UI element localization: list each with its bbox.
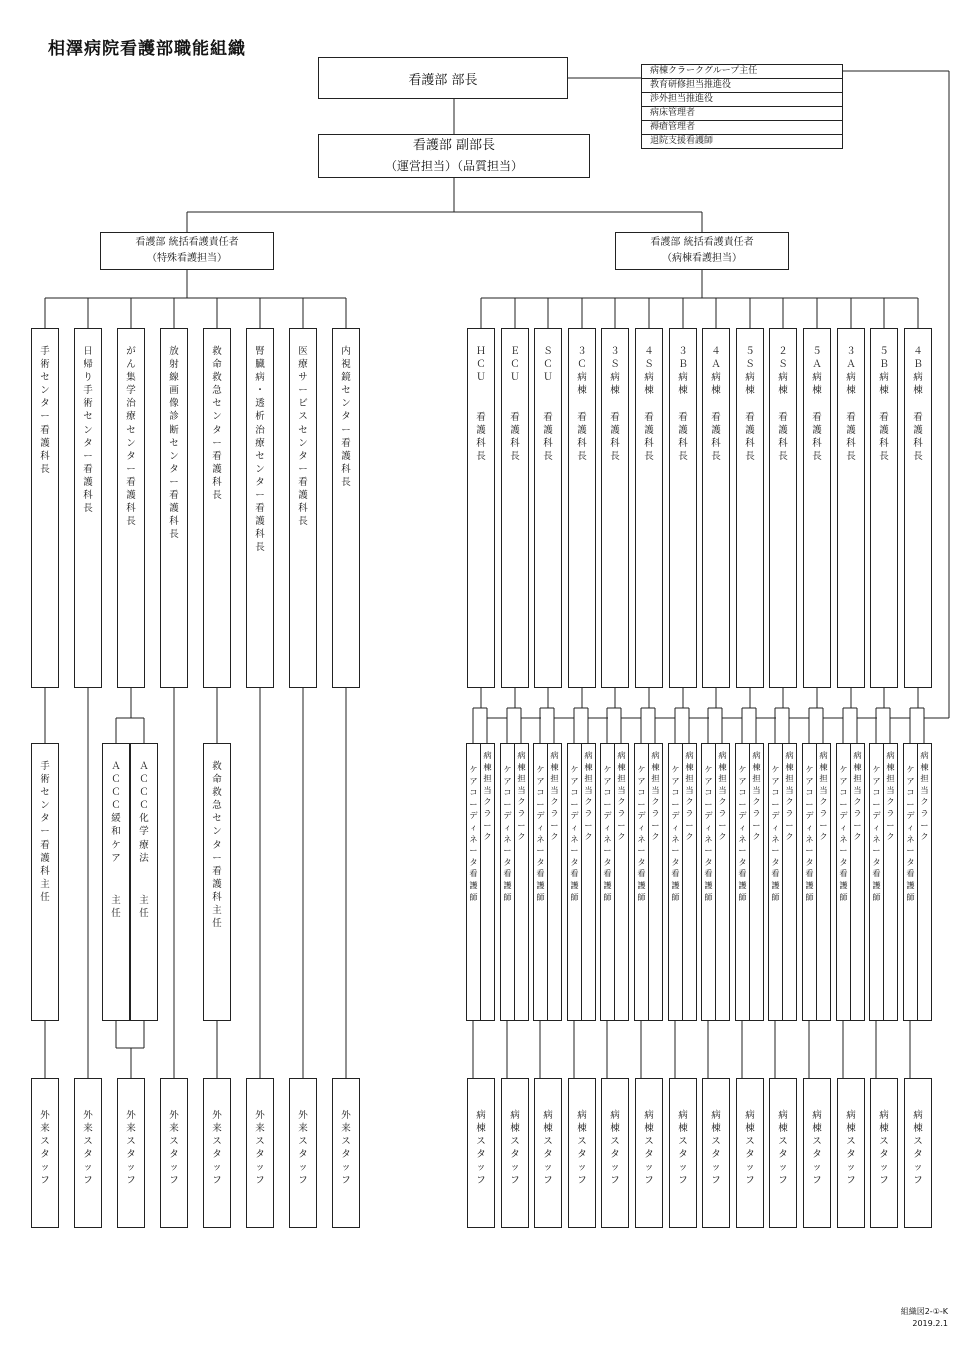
left-unit-sub [203,743,231,1021]
ward-head [803,328,831,688]
accc-box-text: Ａ Ｃ Ｃ Ｃ 化 学 療 法 [139,761,149,864]
ward-head-text: 看 護 科 長 [644,412,654,463]
ward-head-text: ４ Ｓ 病 棟 [644,346,654,397]
left-unit-head-text: 内 視 鏡 セ ン タ ー 看 護 科 長 [341,346,351,488]
left-unit-head [74,328,102,688]
staff-position-item: 病棟クラークグループ主任 [642,65,842,79]
ward-clerk-box-text: 病 棟 担 当 ク ラ ー ク [651,750,660,842]
ward-staff-box-text: 病 棟 ス タ ッ フ [711,1110,721,1187]
ward-head-text: ５ Ｓ 病 棟 [745,346,755,397]
ward-clerk-box [547,743,562,1021]
left-unit-head [203,328,231,688]
ward-staff-box-text: 病 棟 ス タ ッ フ [610,1110,620,1187]
ward-staff-box [870,1078,898,1228]
ward-staff-box [635,1078,663,1228]
ward-clerk-box-text: 病 棟 担 当 ク ラ ー ク [853,750,862,842]
ward-head-text: ３ Ｃ 病 棟 [577,346,587,397]
ward-clerk-box-text: 病 棟 担 当 ク ラ ー ク [517,750,526,842]
ward-staff-box-text: 病 棟 ス タ ッ フ [812,1110,822,1187]
ward-staff-box-text: 病 棟 ス タ ッ フ [644,1110,654,1187]
ward-clerk-box-text: 病 棟 担 当 ク ラ ー ク [785,750,794,842]
ward-clerk-box [682,743,697,1021]
ward-head [769,328,797,688]
left-unit-head-text: が ん 集 学 治 療 セ ン タ ー 看 護 科 長 [126,346,136,528]
coordinator-box [634,743,649,1021]
staff-position-item: 渉外担当推進役 [642,93,842,107]
staff-positions-list [641,64,843,149]
ward-head-text: ４ Ａ 病 棟 [711,346,721,397]
ward-clerk-box [480,743,495,1021]
ward-head-text: ５ Ｂ 病 棟 [879,346,889,397]
ward-staff-box [467,1078,495,1228]
coordinator-box-text: ケ ア コ ー デ ィ ネ ー タ 看 護 師 [704,764,713,902]
ward-clerk-box-text: 病 棟 担 当 ク ラ ー ク [752,750,761,842]
left-unit-staff [289,1078,317,1228]
ward-head [904,328,932,688]
left-unit-head-text: 腎 臓 病 ・ 透 析 治 療 セ ン タ ー 看 護 科 長 [255,346,265,554]
staff-position-item: 病床管理者 [642,107,842,121]
ward-head-text: ５ Ａ 病 棟 [812,346,822,397]
left-unit-sub-text: 救 命 救 急 セ ン タ ー 看 護 科 主 任 [212,761,222,930]
ward-staff-box-text: 病 棟 ス タ ッ フ [543,1110,553,1187]
ward-head [467,328,495,688]
coordinator-box-text: ケ ア コ ー デ ィ ネ ー タ 看 護 師 [839,764,848,902]
left-unit-staff-text: 外 来 ス タ ッ フ [83,1110,93,1187]
ward-staff-box [803,1078,831,1228]
ward-head-text: 看 護 科 長 [678,412,688,463]
ward-staff-box [904,1078,932,1228]
ward-head-text: ２ Ｓ 病 棟 [778,346,788,397]
ward-staff-box-text: 病 棟 ス タ ッ フ [778,1110,788,1187]
coordinator-box [768,743,783,1021]
ward-clerk-box [850,743,865,1021]
ward-head-text: 看 護 科 長 [476,412,486,463]
accc-box [130,743,158,1021]
ward-head-text: 看 護 科 長 [745,412,755,463]
left-unit-staff-text: 外 来 ス タ ッ フ [126,1110,136,1187]
ward-head-text: ４ Ｂ 病 棟 [913,346,923,397]
left-unit-staff [203,1078,231,1228]
ward-clerk-box-text: 病 棟 担 当 ク ラ ー ク [718,750,727,842]
ward-head-text: 看 護 科 長 [812,412,822,463]
coordinator-box [836,743,851,1021]
ward-clerk-box-text: 病 棟 担 当 ク ラ ー ク [920,750,929,842]
ward-head-text: 看 護 科 長 [711,412,721,463]
coordinator-box-text: ケ ア コ ー デ ィ ネ ー タ 看 護 師 [906,764,915,902]
left-unit-sub [31,743,59,1021]
left-unit-staff [74,1078,102,1228]
ward-staff-box [769,1078,797,1228]
coordinator-box [567,743,582,1021]
ward-clerk-box-text: 病 棟 担 当 ク ラ ー ク [886,750,895,842]
director-box [318,57,568,99]
ward-staff-box [702,1078,730,1228]
ward-clerk-box-text: 病 棟 担 当 ク ラ ー ク [819,750,828,842]
ward-staff-box-text: 病 棟 ス タ ッ フ [577,1110,587,1187]
ward-head [702,328,730,688]
ward-head-text: Ｓ Ｃ Ｕ [543,346,553,384]
coordinator-box-text: ケ ア コ ー デ ィ ネ ー タ 看 護 師 [771,764,780,902]
ward-clerk-box [917,743,932,1021]
ward-head [601,328,629,688]
ward-clerk-box-text: 病 棟 担 当 ク ラ ー ク [550,750,559,842]
accc-box-text: Ａ Ｃ Ｃ Ｃ 緩 和 ケ ア [111,761,121,864]
ward-clerk-box-text: 病 棟 担 当 ク ラ ー ク [617,750,626,842]
coordinator-box-text: ケ ア コ ー デ ィ ネ ー タ 看 護 師 [872,764,881,902]
ward-head-text: ３ Ａ 病 棟 [846,346,856,397]
left-unit-staff [160,1078,188,1228]
coordinator-box [668,743,683,1021]
ward-staff-box [736,1078,764,1228]
staff-position-item: 教育研修担当推進役 [642,79,842,93]
ward-staff-box-text: 病 棟 ス タ ッ フ [745,1110,755,1187]
ward-head-text: 看 護 科 長 [577,412,587,463]
left-unit-head-text: 日 帰 り 手 術 セ ン タ ー 看 護 科 長 [83,346,93,515]
ward-head [568,328,596,688]
ward-head-text: 看 護 科 長 [510,412,520,463]
ward-staff-box [601,1078,629,1228]
footer-code: 組織図2-①-K [900,1307,948,1316]
ward-head-text: 看 護 科 長 [879,412,889,463]
left-unit-head [160,328,188,688]
ward-staff-box [837,1078,865,1228]
coordinator-box [869,743,884,1021]
ward-head [837,328,865,688]
ward-clerk-box-text: 病 棟 担 当 ク ラ ー ク [584,750,593,842]
ward-head [635,328,663,688]
ward-head-text: 看 護 科 長 [610,412,620,463]
deputy-sub: （運営担当）（品質担当） [384,159,523,173]
ward-head [669,328,697,688]
coordinator-box [802,743,817,1021]
left-unit-staff [246,1078,274,1228]
left-unit-head [31,328,59,688]
left-unit-staff [31,1078,59,1228]
ward-staff-box [534,1078,562,1228]
ward-head [501,328,529,688]
left-unit-head [117,328,145,688]
coordinator-box-text: ケ ア コ ー デ ィ ネ ー タ 看 護 師 [603,764,612,902]
ward-head-text: 看 護 科 長 [778,412,788,463]
left-unit-head-text: 放 射 線 画 像 診 断 セ ン タ ー 看 護 科 長 [169,346,179,541]
coordinator-box [735,743,750,1021]
coordinator-box-text: ケ ア コ ー デ ィ ネ ー タ 看 護 師 [536,764,545,902]
ward-head [534,328,562,688]
manager-right-label: 看護部 統括看護責任者 [650,237,754,248]
ward-clerk-box [614,743,629,1021]
ward-clerk-box [782,743,797,1021]
left-unit-head [289,328,317,688]
manager-left-box [100,232,274,270]
coordinator-box [500,743,515,1021]
staff-position-item: 退院支援看護師 [650,136,714,146]
ward-head-text: ３ Ｂ 病 棟 [678,346,688,397]
ward-clerk-box [648,743,663,1021]
ward-clerk-box [749,743,764,1021]
manager-right-box [615,232,789,270]
accc-box-text: 主 任 [139,895,149,920]
manager-left-sub: （特殊看護担当） [147,253,227,264]
ward-clerk-box [514,743,529,1021]
ward-staff-box-text: 病 棟 ス タ ッ フ [476,1110,486,1187]
ward-head-text: 看 護 科 長 [846,412,856,463]
ward-staff-box-text: 病 棟 ス タ ッ フ [913,1110,923,1187]
ward-head-text: ３ Ｓ 病 棟 [610,346,620,397]
ward-staff-box [501,1078,529,1228]
coordinator-box-text: ケ ア コ ー デ ィ ネ ー タ 看 護 師 [503,764,512,902]
ward-clerk-box-text: 病 棟 担 当 ク ラ ー ク [685,750,694,842]
ward-head [870,328,898,688]
left-unit-staff [332,1078,360,1228]
ward-head-text: Ｈ Ｃ Ｕ [476,346,486,384]
coordinator-box-text: ケ ア コ ー デ ィ ネ ー タ 看 護 師 [738,764,747,902]
coordinator-box [903,743,918,1021]
ward-clerk-box [883,743,898,1021]
left-unit-staff-text: 外 来 ス タ ッ フ [255,1110,265,1187]
staff-position-item: 褥瘡管理者 [642,121,842,135]
coordinator-box [701,743,716,1021]
left-unit-head-text: 医 療 サ ー ビ ス セ ン タ ー 看 護 科 長 [298,346,308,528]
ward-staff-box [568,1078,596,1228]
director-label: 看護部 部長 [408,72,478,88]
coordinator-box-text: ケ ア コ ー デ ィ ネ ー タ 看 護 師 [671,764,680,902]
left-unit-staff-text: 外 来 ス タ ッ フ [169,1110,179,1187]
ward-head [736,328,764,688]
coordinator-box-text: ケ ア コ ー デ ィ ネ ー タ 看 護 師 [637,764,646,902]
left-unit-head-text: 救 命 救 急 セ ン タ ー 看 護 科 長 [212,346,222,502]
ward-head-text: 看 護 科 長 [543,412,553,463]
ward-clerk-box [715,743,730,1021]
left-unit-head-text: 手 術 セ ン タ ー 看 護 科 長 [40,346,50,475]
coordinator-box [533,743,548,1021]
left-unit-head [246,328,274,688]
ward-clerk-box-text: 病 棟 担 当 ク ラ ー ク [483,750,492,842]
ward-staff-box-text: 病 棟 ス タ ッ フ [510,1110,520,1187]
coordinator-box [466,743,481,1021]
deputy-label: 看護部 副部長 [412,138,496,153]
ward-staff-box [669,1078,697,1228]
left-unit-head [332,328,360,688]
accc-box-text: 主 任 [111,895,121,920]
ward-clerk-box [581,743,596,1021]
ward-staff-box-text: 病 棟 ス タ ッ フ [879,1110,889,1187]
accc-box [102,743,130,1021]
left-unit-staff [117,1078,145,1228]
coordinator-box-text: ケ ア コ ー デ ィ ネ ー タ 看 護 師 [469,764,478,902]
left-unit-sub-text: 手 術 セ ン タ ー 看 護 科 主 任 [40,761,50,903]
ward-head-text: Ｅ Ｃ Ｕ [510,346,520,384]
ward-staff-box-text: 病 棟 ス タ ッ フ [678,1110,688,1187]
left-unit-staff-text: 外 来 ス タ ッ フ [298,1110,308,1187]
ward-staff-box-text: 病 棟 ス タ ッ フ [846,1110,856,1187]
page-title: 相澤病院看護部職能組織 [48,39,246,59]
manager-right-sub: （病棟看護担当） [662,253,742,264]
left-unit-staff-text: 外 来 ス タ ッ フ [341,1110,351,1187]
footer-date: 2019.2.1 [912,1319,948,1328]
coordinator-box-text: ケ ア コ ー デ ィ ネ ー タ 看 護 師 [805,764,814,902]
ward-head-text: 看 護 科 長 [913,412,923,463]
ward-clerk-box [816,743,831,1021]
left-unit-staff-text: 外 来 ス タ ッ フ [40,1110,50,1187]
coordinator-box [600,743,615,1021]
deputy-box [318,134,590,178]
manager-left-label: 看護部 統括看護責任者 [135,237,239,248]
coordinator-box-text: ケ ア コ ー デ ィ ネ ー タ 看 護 師 [570,764,579,902]
left-unit-staff-text: 外 来 ス タ ッ フ [212,1110,222,1187]
